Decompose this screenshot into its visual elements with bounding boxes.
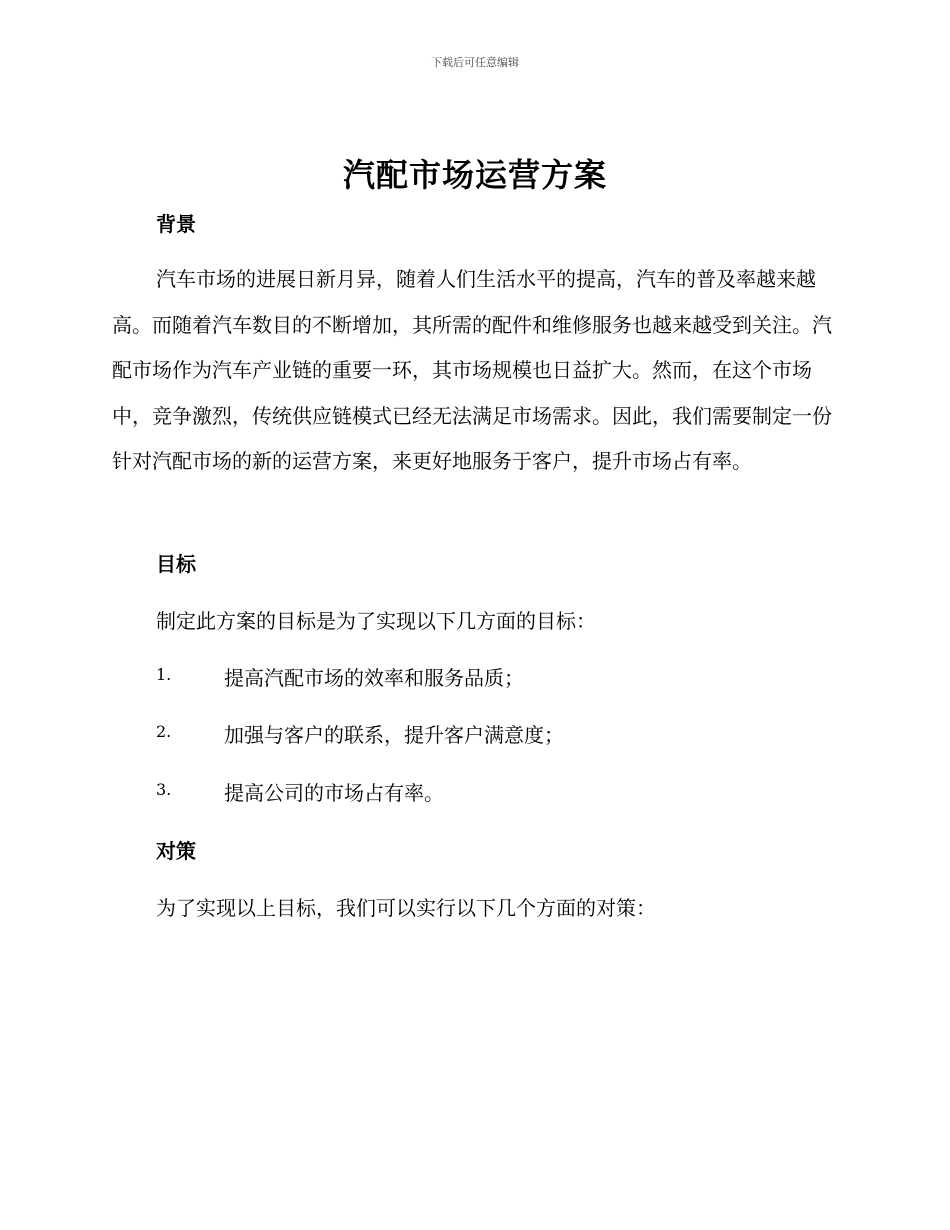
section-heading-strategy: 对策 — [156, 839, 196, 863]
list-item-number: 2. — [156, 722, 172, 741]
list-item — [156, 777, 856, 807]
background-paragraph — [112, 257, 832, 485]
background-paragraph-text: 汽车市场的进展日新月异，随着人们生活水平的提高，汽车的普及率越来越高。而随着汽车数目的不断增加，其所需的配件和维修服务也越来越受到关注。汽配市场作为汽车产业链的重要一环，其市场规模也日益扩大。然而，在这个市场中，竞争激烈，传统供应链模式已经无法满足市场需求。因此，我们需要制定一份针对汽配市场的新的运营方案，来更好地服务于客户，提升市场占有率。 — [112, 267, 832, 473]
list-item-text: 提高公司的市场占有率。 — [224, 781, 444, 805]
list-item-number: 3. — [156, 780, 172, 799]
strategy-intro: 为了实现以上目标，我们可以实行以下几个方面的对策： — [156, 896, 656, 920]
section-heading-goals: 目标 — [156, 552, 196, 576]
list-item-number: 1. — [156, 665, 172, 684]
list-item — [156, 662, 856, 692]
goals-intro: 制定此方案的目标是为了实现以下几方面的目标： — [156, 609, 596, 633]
document-title: 汽配市场运营方案 — [342, 156, 607, 194]
list-item-text: 提高汽配市场的效率和服务品质； — [224, 666, 524, 690]
list-item — [156, 719, 856, 749]
list-item-text: 加强与客户的联系，提升客户满意度； — [224, 723, 564, 747]
header-note: 下载后可任意编辑 — [431, 56, 519, 69]
section-heading-background: 背景 — [156, 212, 196, 236]
